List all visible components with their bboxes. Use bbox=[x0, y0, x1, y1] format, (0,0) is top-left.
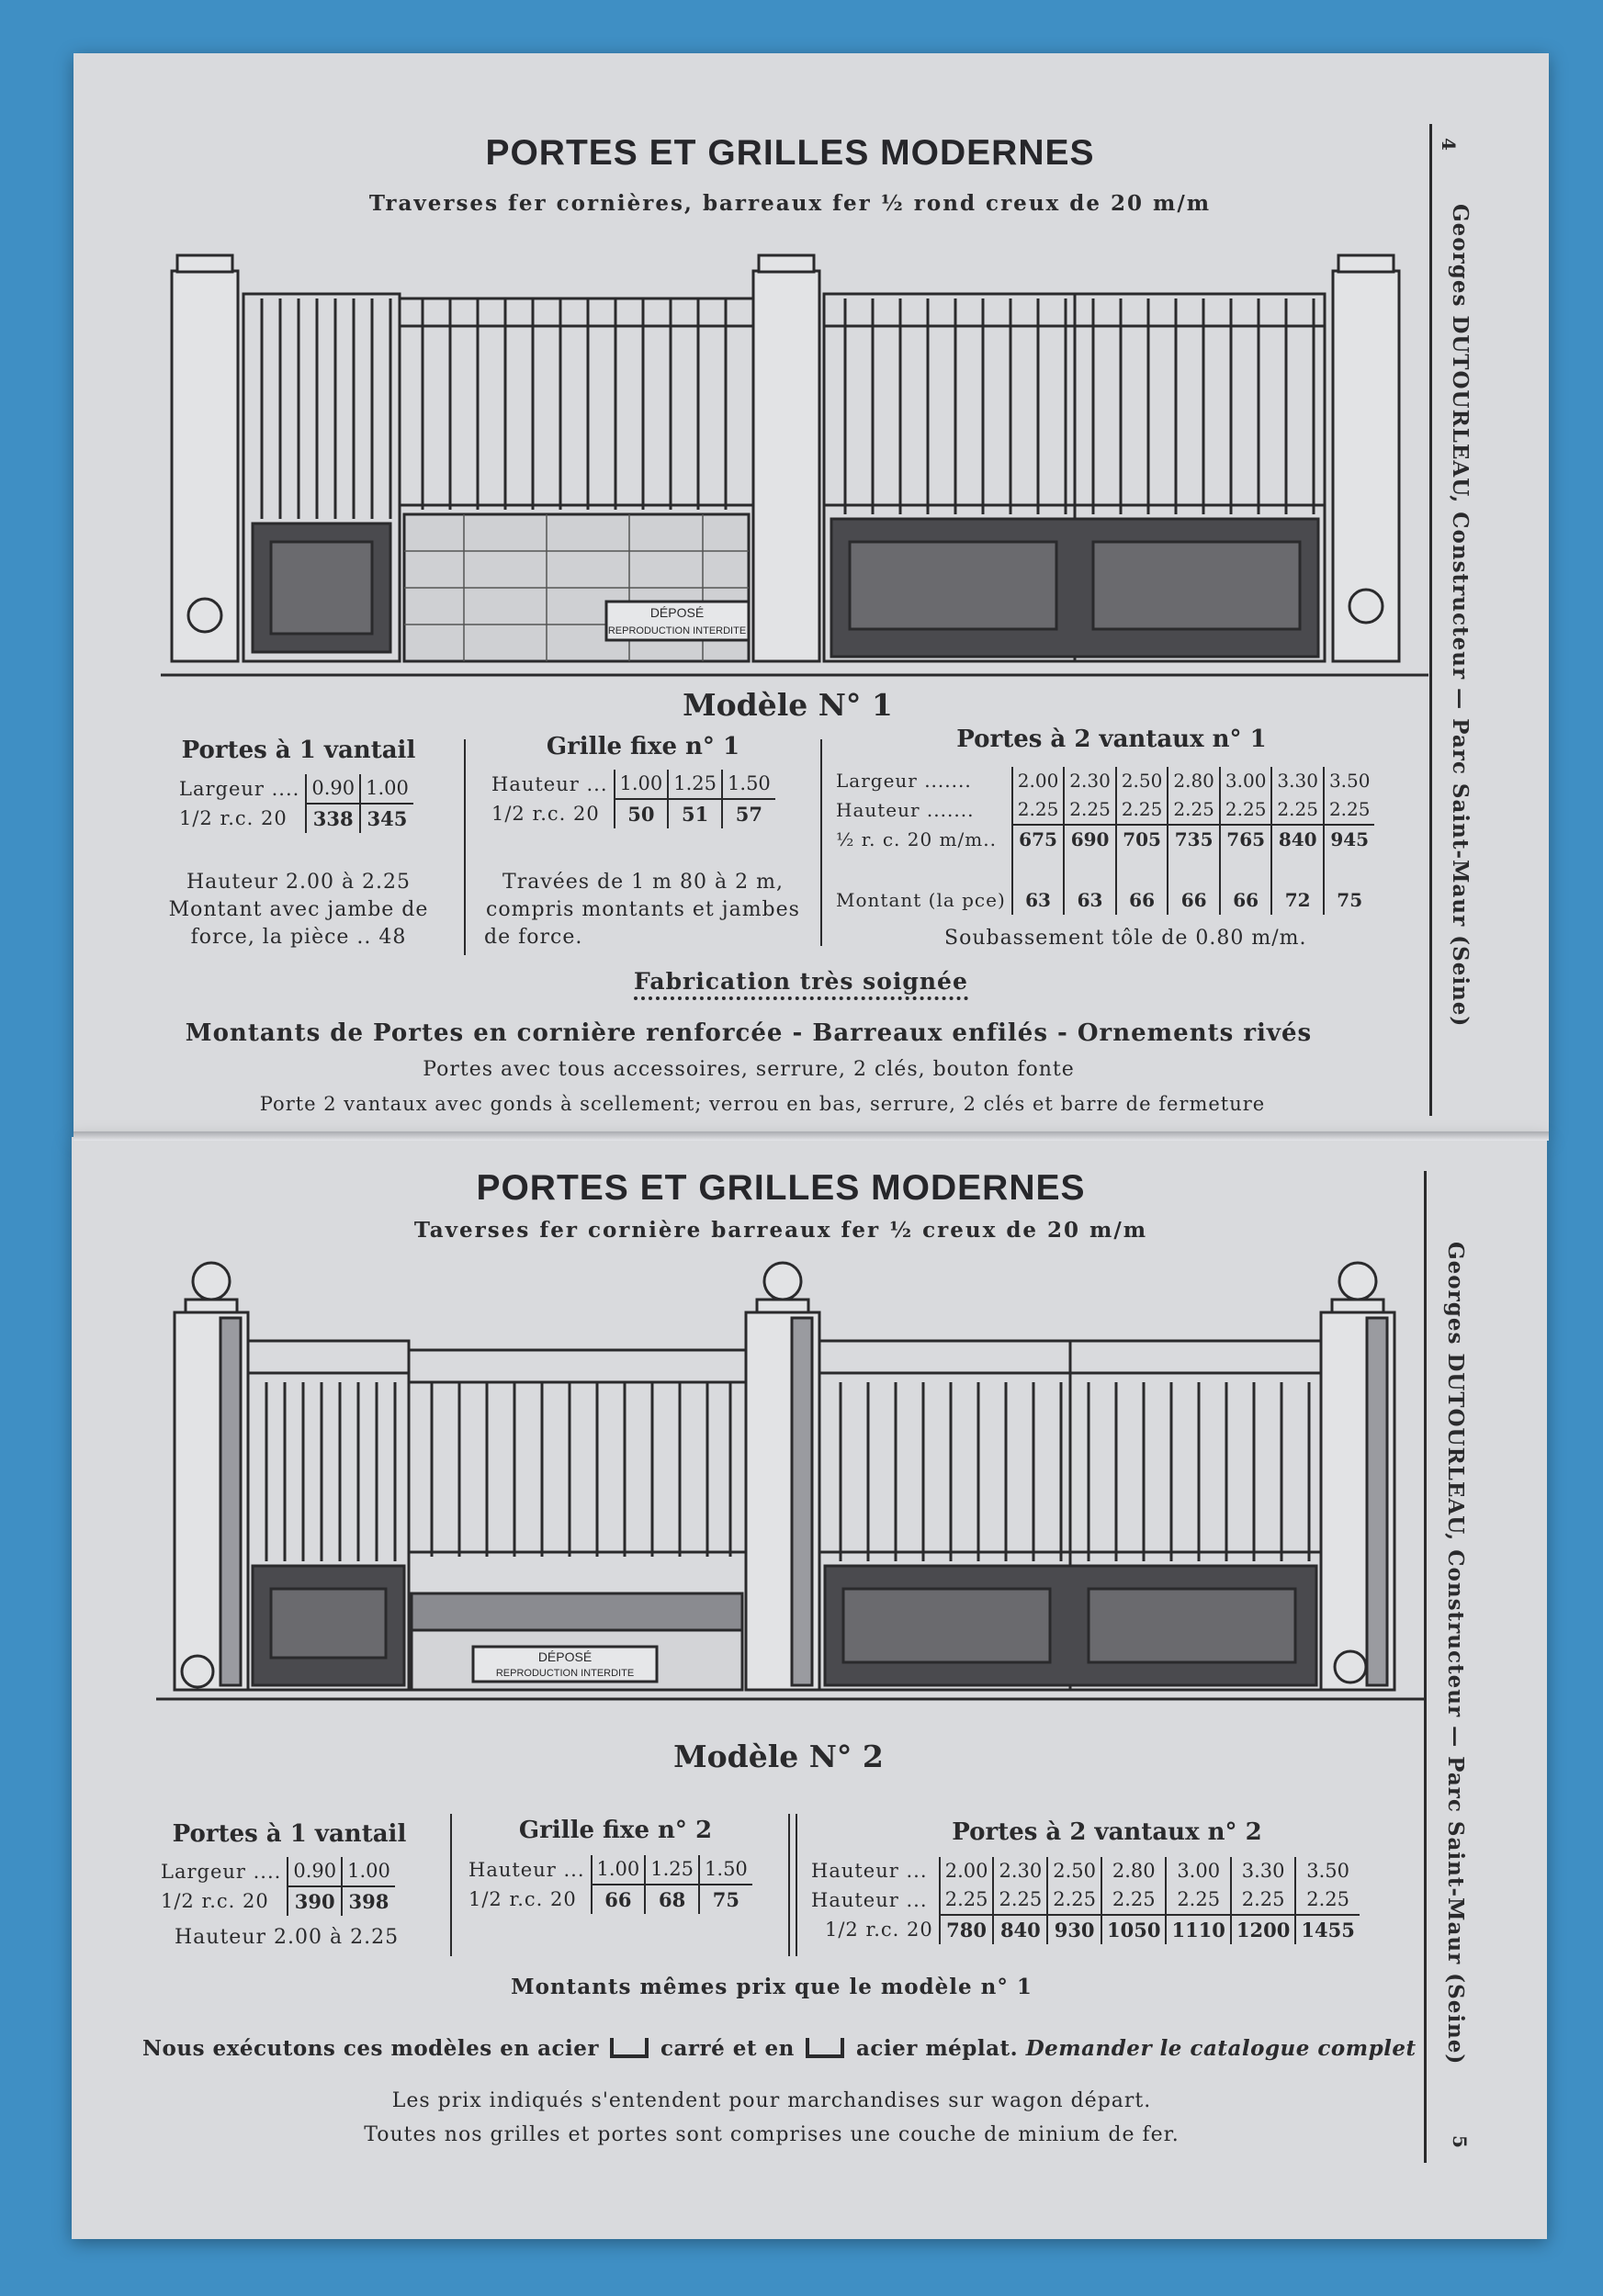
price-cell: 338 bbox=[306, 804, 360, 833]
price-cell: 1455 bbox=[1295, 1915, 1359, 1944]
price-cell: 2.25 bbox=[1101, 1885, 1166, 1915]
side-text: Georges DUTOURLEAU, Constructeur — Parc Saint-Maur (Seine) bbox=[1448, 204, 1473, 1028]
price-cell: 68 bbox=[645, 1885, 699, 1914]
price-cell: 2.25 bbox=[1324, 795, 1375, 825]
section-divider bbox=[450, 1814, 452, 1956]
price-cell: 1/2 r.c. 20 bbox=[161, 1889, 269, 1912]
footer-line-1: Les prix indiqués s'entendent pour marchandises sur wagon départ. bbox=[391, 2089, 1152, 2112]
section3-price-table bbox=[831, 767, 1374, 915]
price-cell: 51 bbox=[668, 799, 722, 828]
price-cell: 675 bbox=[1012, 825, 1065, 854]
price-cell: 2.50 bbox=[1047, 1857, 1101, 1885]
side-text: Georges DUTOURLEAU, Constructeur — Parc Saint-Maur (Seine) bbox=[1443, 1242, 1468, 2065]
price-cell: 765 bbox=[1220, 825, 1272, 854]
price-cell: 50 bbox=[615, 799, 669, 828]
price-cell: Hauteur ... bbox=[491, 772, 608, 795]
section3-header: Portes à 2 vantaux n° 1 bbox=[956, 726, 1267, 753]
price-cell: 2.25 bbox=[993, 1885, 1047, 1915]
catalogue-request: Demander le catalogue complet bbox=[1025, 2036, 1417, 2061]
price-cell: Montant (la pce) bbox=[836, 889, 1006, 911]
price-cell: Hauteur ... bbox=[811, 1860, 928, 1882]
price-cell: Largeur .... bbox=[161, 1860, 282, 1883]
price-cell: 57 bbox=[722, 799, 775, 828]
pillar-ball-right bbox=[1339, 1263, 1376, 1300]
section2-price-table bbox=[487, 770, 775, 828]
price-cell: 2.25 bbox=[1116, 795, 1168, 825]
montants-note: Montants mêmes prix que le modèle n° 1 bbox=[511, 1975, 1033, 1999]
pillar-right bbox=[1333, 271, 1399, 661]
price-cell: 0.90 bbox=[306, 774, 360, 804]
price-cell: 1/2 r.c. 20 bbox=[179, 806, 288, 829]
section2-price-table bbox=[464, 1855, 752, 1914]
stamp-line-2: REPRODUCTION INTERDITE bbox=[607, 625, 747, 636]
stamp-line-1: DÉPOSÉ bbox=[537, 1649, 593, 1664]
section3-price-table bbox=[807, 1857, 1360, 1944]
side-rule bbox=[1424, 1171, 1427, 2163]
price-cell: 2.25 bbox=[1231, 1885, 1295, 1915]
section-divider bbox=[796, 1814, 797, 1956]
accessories-line: Portes avec tous accessoires, serrure, 2 clés, bouton fonte bbox=[423, 1058, 1075, 1081]
price-cell: 945 bbox=[1324, 825, 1375, 854]
page-number: 4 bbox=[1437, 138, 1460, 151]
price-cell: 1/2 r.c. 20 bbox=[491, 802, 600, 825]
pillar-ball-center bbox=[764, 1263, 801, 1300]
acier-text-2: carré et en bbox=[660, 2036, 795, 2061]
price-cell: 66 bbox=[1116, 854, 1168, 915]
price-cell: 840 bbox=[1271, 825, 1324, 854]
price-cell: 2.25 bbox=[1168, 795, 1220, 825]
price-cell: 3.30 bbox=[1231, 1857, 1295, 1885]
price-cell: 840 bbox=[993, 1915, 1047, 1944]
footer-line-2: Toutes nos grilles et portes sont comprises une couche de minium de fer. bbox=[364, 2123, 1180, 2146]
gate-illustration-model-1 bbox=[161, 248, 1428, 680]
price-cell: 1.25 bbox=[668, 770, 722, 799]
price-cell: 2.25 bbox=[940, 1885, 994, 1915]
price-cell: 705 bbox=[1116, 825, 1168, 854]
price-cell: Largeur ....... bbox=[836, 770, 972, 792]
price-cell: 780 bbox=[940, 1915, 994, 1944]
price-cell: 398 bbox=[342, 1886, 395, 1916]
page-number: 5 bbox=[1448, 2135, 1471, 2148]
model-title: Modèle N° 2 bbox=[673, 1739, 884, 1774]
price-cell: 75 bbox=[1324, 854, 1375, 915]
page-title: PORTES ET GRILLES MODERNES bbox=[476, 1168, 1086, 1208]
price-cell: 1110 bbox=[1166, 1915, 1230, 1944]
section1-note-1: Hauteur 2.00 à 2.25 bbox=[186, 871, 412, 894]
square-bar-icon bbox=[610, 2038, 649, 2058]
price-cell: 63 bbox=[1012, 854, 1065, 915]
section1-header: Portes à 1 vantail bbox=[181, 737, 416, 764]
price-cell: 1200 bbox=[1231, 1915, 1295, 1944]
price-cell: 63 bbox=[1064, 854, 1116, 915]
price-cell: 1/2 r.c. 20 bbox=[468, 1887, 577, 1910]
price-cell: 690 bbox=[1064, 825, 1116, 854]
page-subtitle: Taverses fer cornière barreaux fer ½ creux de 20 m/m bbox=[413, 1218, 1148, 1243]
section1-price-table bbox=[156, 1857, 395, 1916]
price-cell: 2.80 bbox=[1168, 767, 1220, 795]
stamp-line-1: DÉPOSÉ bbox=[649, 605, 705, 620]
price-cell: Hauteur ....... bbox=[836, 798, 975, 821]
price-cell: 1.00 bbox=[592, 1855, 646, 1885]
page-fold bbox=[73, 1131, 1549, 1141]
section-divider bbox=[820, 739, 822, 946]
price-cell: 3.50 bbox=[1295, 1857, 1359, 1885]
price-cell: 75 bbox=[699, 1885, 752, 1914]
price-cell: 2.25 bbox=[1295, 1885, 1359, 1915]
feature-line: Montants de Portes en cornière renforcée - Barreaux enfilés - Ornements rivés bbox=[185, 1019, 1313, 1047]
price-cell: 735 bbox=[1168, 825, 1220, 854]
acier-text-3: acier méplat. bbox=[855, 2036, 1019, 2061]
price-cell: 345 bbox=[360, 804, 413, 833]
page-title: PORTES ET GRILLES MODERNES bbox=[485, 133, 1095, 173]
acier-text-1: Nous exécutons ces modèles en acier bbox=[142, 2036, 599, 2061]
price-cell: 3.00 bbox=[1166, 1857, 1230, 1885]
section1-note-2: Montant avec jambe de bbox=[168, 898, 429, 921]
price-cell: 2.00 bbox=[940, 1857, 994, 1885]
pillar-center bbox=[753, 271, 819, 661]
fabrication-heading: Fabrication très soignée bbox=[634, 968, 968, 1000]
section1-header: Portes à 1 vantail bbox=[172, 1820, 407, 1848]
price-cell: 66 bbox=[1168, 854, 1220, 915]
price-cell: 66 bbox=[592, 1885, 646, 1914]
price-cell: 2.30 bbox=[1064, 767, 1116, 795]
section2-note-2: compris montants et jambes bbox=[486, 898, 800, 921]
price-cell: 0.90 bbox=[288, 1857, 342, 1886]
section1-note-3: force, la pièce .. 48 bbox=[190, 926, 407, 949]
price-cell: 1/2 r.c. 20 bbox=[825, 1918, 933, 1941]
price-cell: 1.00 bbox=[342, 1857, 395, 1886]
price-cell: 2.30 bbox=[993, 1857, 1047, 1885]
section2-header: Grille fixe n° 1 bbox=[546, 733, 740, 760]
hinges-line: Porte 2 vantaux avec gonds à scellement; verrou en bas, serrure, 2 clés et barre de fermeture bbox=[259, 1093, 1266, 1115]
price-cell: 2.00 bbox=[1012, 767, 1065, 795]
price-cell: 3.30 bbox=[1271, 767, 1324, 795]
price-cell: Largeur .... bbox=[179, 777, 300, 800]
price-cell: 1.50 bbox=[722, 770, 775, 799]
price-cell: 2.25 bbox=[1064, 795, 1116, 825]
price-cell: 3.00 bbox=[1220, 767, 1272, 795]
price-cell: 390 bbox=[288, 1886, 342, 1916]
price-cell: 1.00 bbox=[615, 770, 669, 799]
price-cell: 1.50 bbox=[699, 1855, 752, 1885]
price-cell: ½ r. c. 20 m/m.. bbox=[836, 827, 997, 850]
price-cell: Hauteur ... bbox=[811, 1888, 928, 1911]
price-cell: 72 bbox=[1271, 854, 1324, 915]
pillar-left bbox=[172, 271, 238, 661]
price-cell: 2.25 bbox=[1220, 795, 1272, 825]
model-title: Modèle N° 1 bbox=[683, 687, 893, 723]
section2-note-1: Travées de 1 m 80 à 2 m, bbox=[502, 871, 784, 894]
pillar-ball-left bbox=[193, 1263, 230, 1300]
section1-note: Hauteur 2.00 à 2.25 bbox=[175, 1926, 400, 1949]
price-cell: Hauteur ... bbox=[468, 1858, 585, 1881]
price-cell: 1050 bbox=[1101, 1915, 1166, 1944]
flat-bar-icon bbox=[806, 2038, 844, 2058]
price-cell: 2.25 bbox=[1012, 795, 1065, 825]
gate-illustration-model-2 bbox=[156, 1254, 1424, 1704]
section-divider bbox=[464, 739, 466, 955]
section3-header: Portes à 2 vantaux n° 2 bbox=[952, 1818, 1262, 1846]
price-cell: 930 bbox=[1047, 1915, 1101, 1944]
page-subtitle: Traverses fer cornières, barreaux fer ½ rond creux de 20 m/m bbox=[368, 191, 1212, 216]
price-cell: 66 bbox=[1220, 854, 1272, 915]
price-cell: 2.25 bbox=[1166, 1885, 1230, 1915]
section1-price-table bbox=[175, 774, 413, 833]
price-cell: 2.25 bbox=[1271, 795, 1324, 825]
side-rule bbox=[1429, 124, 1432, 1116]
price-cell: 2.50 bbox=[1116, 767, 1168, 795]
section-divider bbox=[788, 1814, 790, 1956]
price-cell: 2.80 bbox=[1101, 1857, 1166, 1885]
section2-note-3: de force. bbox=[484, 926, 583, 949]
stamp-line-2: REPRODUCTION INTERDITE bbox=[495, 1668, 635, 1679]
price-cell: 2.25 bbox=[1047, 1885, 1101, 1915]
price-cell: 1.25 bbox=[645, 1855, 699, 1885]
section2-header: Grille fixe n° 2 bbox=[518, 1817, 713, 1844]
price-cell: 3.50 bbox=[1324, 767, 1375, 795]
section3-note: Soubassement tôle de 0.80 m/m. bbox=[944, 927, 1307, 950]
price-cell: 1.00 bbox=[360, 774, 413, 804]
acier-line bbox=[142, 2036, 1417, 2061]
